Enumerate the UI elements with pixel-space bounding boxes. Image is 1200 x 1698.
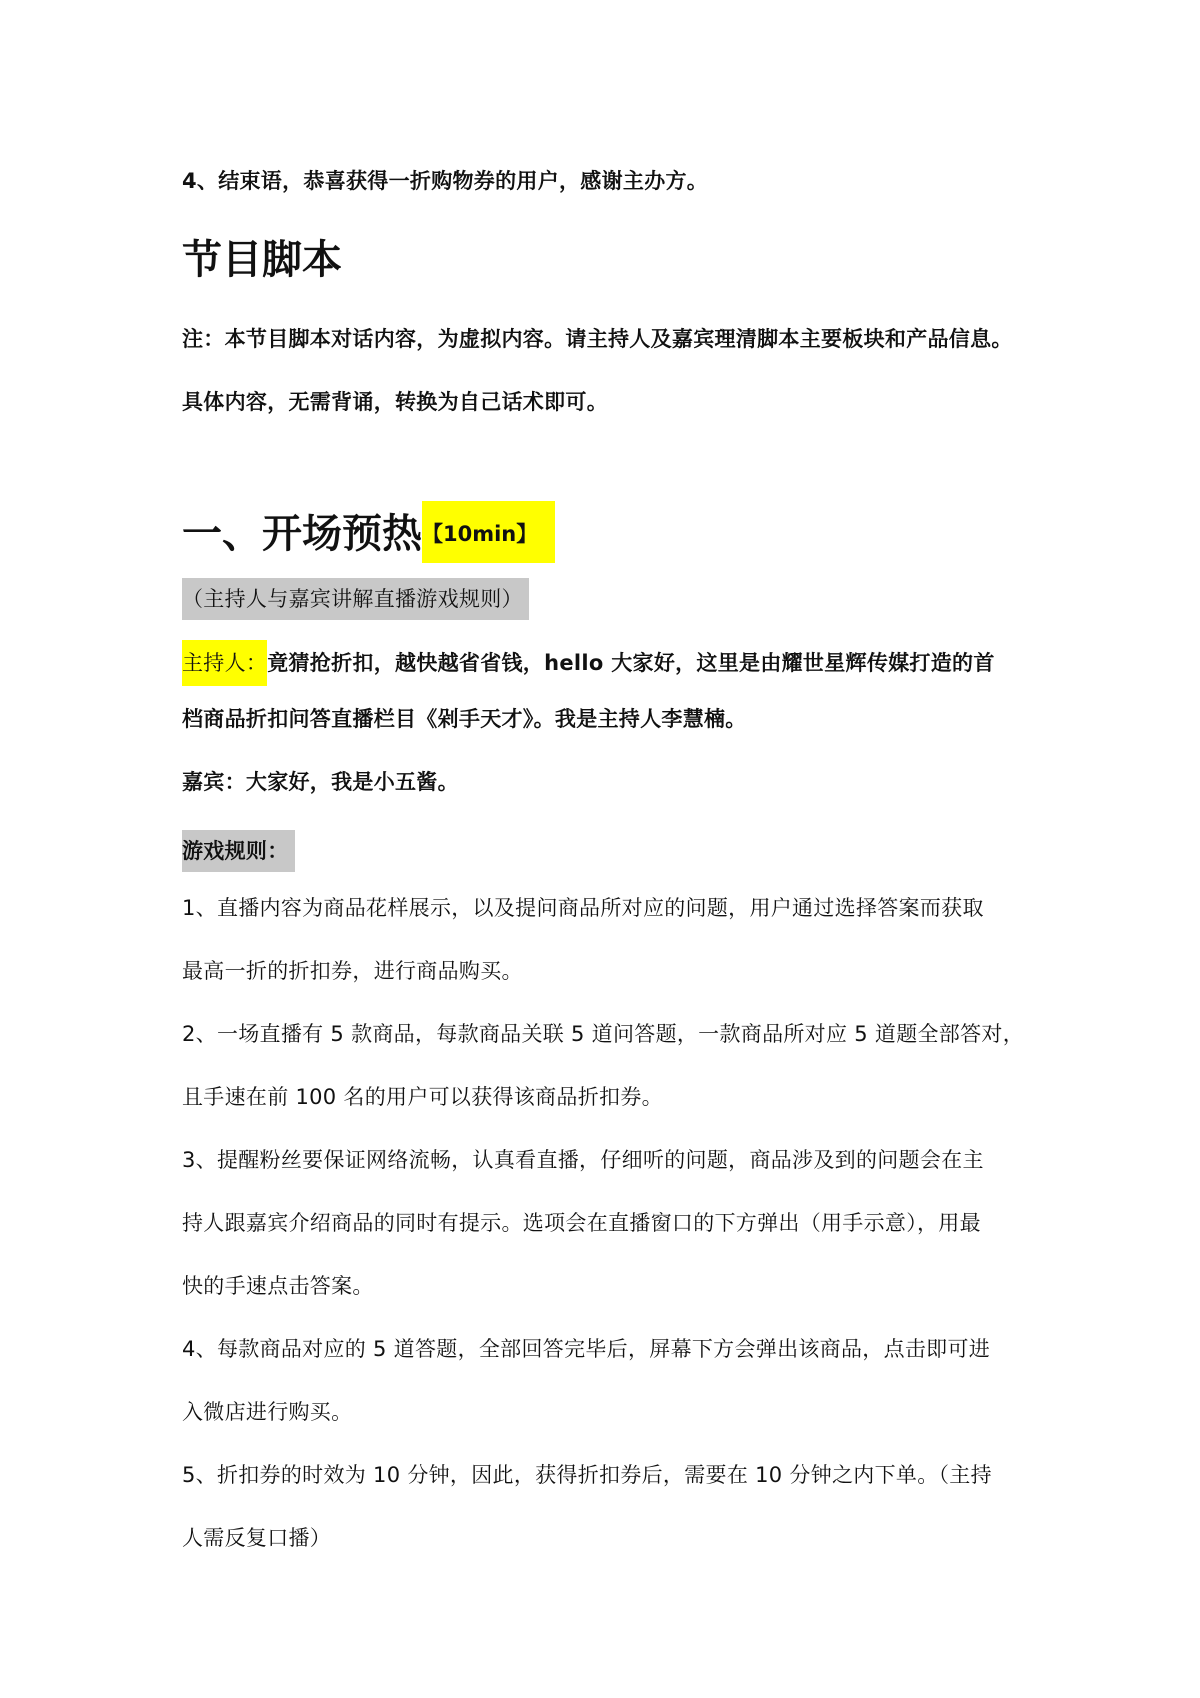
guest-line: 嘉宾：大家好，我是小五酱。	[182, 770, 459, 794]
rule-3-line-2: 持人跟嘉宾介绍商品的同时有提示。选项会在直播窗口的下方弹出（用手示意），用最	[182, 1211, 981, 1235]
host-text-1: 竟猜抢折扣，越快越省省钱，hello 大家好，这里是由耀世星辉传媒打造的首	[267, 651, 995, 675]
rule-2-line-1: 2、一场直播有 5 款商品，每款商品关联 5 道问答题，一款商品所对应 5 道题全部答对，	[182, 1022, 1024, 1046]
note-line-1: 注：本节目脚本对话内容，为虚拟内容。请主持人及嘉宾理清脚本主要板块和产品信息。	[182, 327, 1013, 351]
time-tag: 【10min】	[422, 501, 555, 563]
closing-remark-line: 4、结束语，恭喜获得一折购物券的用户，感谢主办方。	[182, 169, 709, 193]
section-subtitle-row	[182, 578, 1042, 620]
rule-3-line-1: 3、提醒粉丝要保证网络流畅，认真看直播，仔细听的问题，商品涉及到的问题会在主	[182, 1148, 984, 1172]
section-subtitle: （主持人与嘉宾讲解直播游戏规则）	[182, 578, 529, 620]
host-label: 主持人：	[182, 640, 267, 686]
rule-3-line-3: 快的手速点击答案。	[182, 1274, 374, 1298]
rule-4-line-1: 4、每款商品对应的 5 道答题，全部回答完毕后，屏幕下方会弹出该商品，点击即可进	[182, 1337, 991, 1361]
section-heading	[182, 505, 555, 567]
host-line-2: 档商品折扣问答直播栏目《剁手天才》。我是主持人李慧楠。	[182, 707, 747, 731]
rules-label: 游戏规则：	[182, 830, 295, 872]
rule-1-line-1: 1、直播内容为商品花样展示，以及提问商品所对应的问题，用户通过选择答案而获取	[182, 896, 984, 920]
note-line-2: 具体内容，无需背诵，转换为自己话术即可。	[182, 390, 608, 414]
rule-5-line-2: 人需反复口播）	[182, 1526, 332, 1550]
section-heading-text: 一、开场预热	[182, 511, 422, 557]
rules-label-row	[182, 830, 1042, 872]
rule-2-line-2: 且手速在前 100 名的用户可以获得该商品折扣券。	[182, 1085, 663, 1109]
rule-1-line-2: 最高一折的折扣券，进行商品购买。	[182, 959, 523, 983]
script-title: 节目脚本	[182, 237, 342, 283]
host-line-1	[182, 640, 1042, 686]
rule-4-line-2: 入微店进行购买。	[182, 1400, 353, 1424]
rule-5-line-1: 5、折扣券的时效为 10 分钟，因此，获得折扣券后，需要在 10 分钟之内下单。（主持	[182, 1463, 992, 1487]
